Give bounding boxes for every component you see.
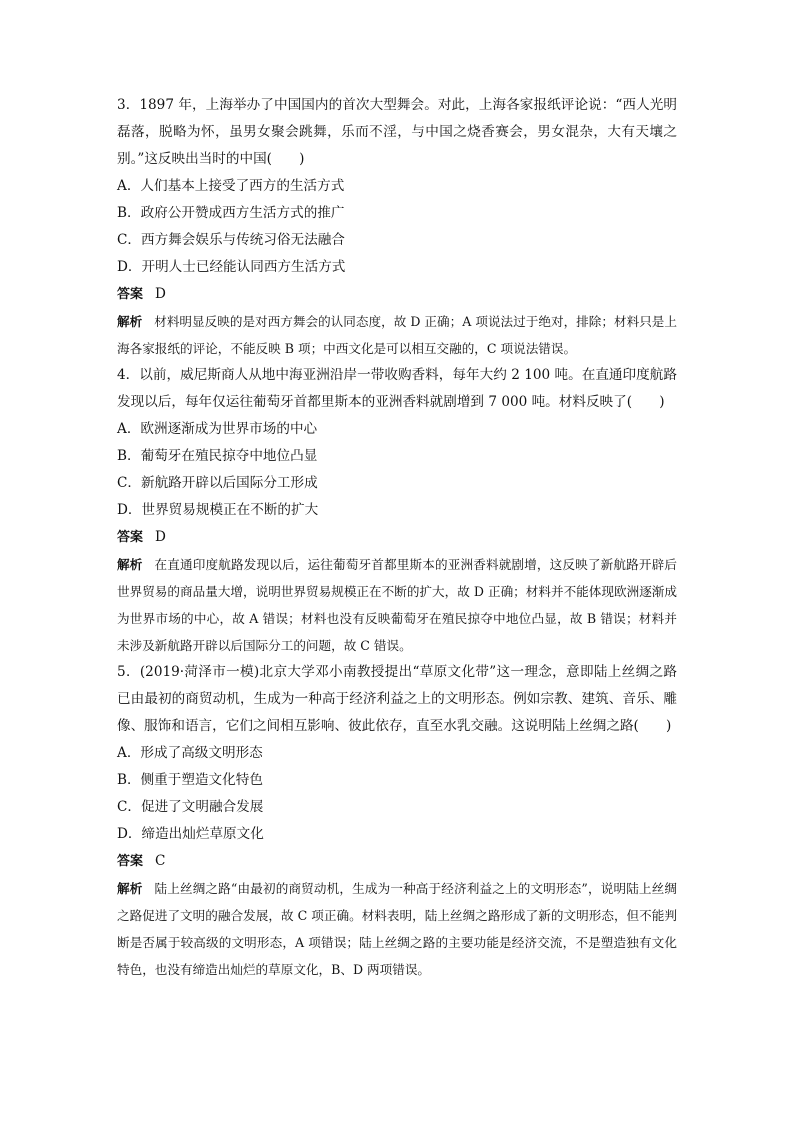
option-d: D．缔造出灿烂草原文化	[117, 826, 264, 842]
analysis-label: 解析	[117, 881, 143, 896]
option-d: D．世界贸易规模正在不断的扩大	[117, 502, 319, 518]
question-stem: 4．以前，威尼斯商人从地中海亚洲沿岸一带收购香料，每年大约 2 100 吨。在直通印度航路发现以后，每年仅运往葡萄牙首都里斯本的亚洲香料就剧增到 7 000 吨。材料反映了( )	[117, 367, 677, 410]
answer-line	[117, 281, 677, 308]
question-stem: 3．1897 年，上海举办了中国国内的首次大型舞会。对此，上海各家报纸评论说：“西人光明磊落，脱略为怀，虽男女聚会跳舞，乐而不淫，与中国之烧香赛会，男女混杂，大有天壤之别。”这反映出当时的中国( )	[117, 97, 677, 167]
option-c: C．促进了文明融合发展	[117, 799, 264, 815]
option-b: B．侧重于塑造文化特色	[117, 772, 263, 788]
question-3	[117, 92, 677, 362]
option-b: B．葡萄牙在殖民掠夺中地位凸显	[117, 448, 318, 464]
analysis-text: 材料明显反映的是对西方舞会的认同态度，故 D 正确；A 项说法过于绝对，排除；材料只是上海各家报纸的评论，不能反映 B 项；中西文化是可以相互交融的，C 项说法错误。	[117, 314, 678, 356]
analysis-paragraph	[117, 308, 677, 362]
answer-label: 答案	[117, 530, 144, 545]
answer-label: 答案	[117, 854, 144, 869]
analysis-paragraph	[117, 551, 677, 659]
answer-value: D	[155, 529, 166, 545]
answer-value: D	[155, 286, 166, 302]
option-c: C．新航路开辟以后国际分工形成	[117, 475, 318, 491]
option-a: A．欧洲逐渐成为世界市场的中心	[117, 421, 318, 437]
option-b: B．政府公开赞成西方生活方式的推广	[117, 205, 345, 221]
analysis-text: 在直通印度航路发现以后，运往葡萄牙首都里斯本的亚洲香料就剧增，这反映了新航路开辟后世界贸易的商品量大增，说明世界贸易规模正在不断的扩大，故 D 正确；材料并不能体现欧洲逐渐成为世界市场的中心，故 A 错误；材料也没有反映葡萄牙在殖民掠夺中地位凸显，故 B 错误；材料并未涉及新航路开辟以后国际分工的问题，故 C 错误。	[117, 557, 678, 653]
option-d: D．开明人士已经能认同西方生活方式	[117, 259, 346, 275]
question-5	[117, 659, 677, 983]
option-c: C．西方舞会娱乐与传统习俗无法融合	[117, 232, 345, 248]
answer-line	[117, 848, 677, 875]
analysis-label: 解析	[117, 314, 143, 329]
analysis-paragraph	[117, 875, 677, 983]
answer-label: 答案	[117, 287, 144, 302]
document-page	[117, 92, 677, 983]
option-a: A．人们基本上接受了西方的生活方式	[117, 178, 345, 194]
answer-line	[117, 524, 677, 551]
answer-value: C	[155, 853, 166, 869]
analysis-text: 陆上丝绸之路“由最初的商贸动机，生成为一种高于经济利益之上的文明形态”，说明陆上丝绸之路促进了文明的融合发展，故 C 项正确。材料表明，陆上丝绸之路形成了新的文明形态，但不能判断是否属于较高级的文明形态，A 项错误；陆上丝绸之路的主要功能是经济交流，不是塑造独有文化特色，也没有缔造出灿烂的草原文化，B、D 两项错误。	[117, 881, 677, 977]
analysis-label: 解析	[117, 557, 143, 572]
question-4	[117, 362, 677, 659]
option-a: A．形成了高级文明形态	[117, 745, 263, 761]
question-stem: 5．(2019·菏泽市一模)北京大学邓小南教授提出“草原文化带”这一理念，意即陆上丝绸之路已由最初的商贸动机，生成为一种高于经济利益之上的文明形态。例如宗教、建筑、音乐、雕像、服饰和语言，它们之间相互影响、彼此依存，直至水乳交融。这说明陆上丝绸之路( )	[117, 664, 677, 734]
